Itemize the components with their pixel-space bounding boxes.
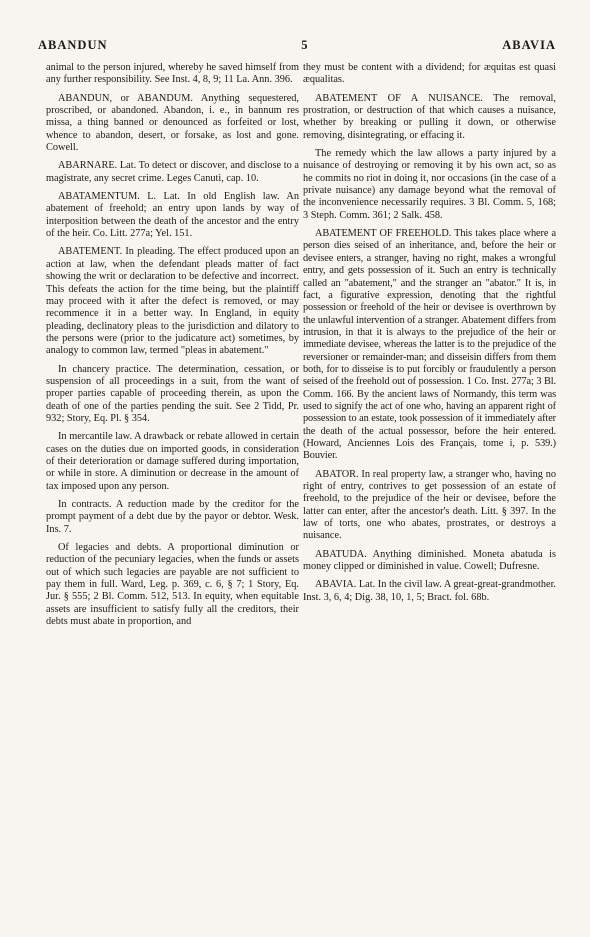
entry-abarnare: ABARNARE. Lat. To detect or discover, and disclose to a magistrate, any secret crime. Leges Canuti, cap. 10. bbox=[46, 160, 299, 184]
entry-abatement-contracts: In contracts. A reduction made by the creditor for the prompt payment of a debt due by the payor or debtor. Wesk. Ins. 7. bbox=[46, 499, 299, 535]
header-right-guide-word: ABAVIA bbox=[502, 38, 556, 52]
entry-abatamentum: ABATAMENTUM. L. Lat. In old English law. An abatement of freehold; an entry upon lands by way of interposition between the death of the ancestor and the entry of the heir. Co. Litt. 277a; Yel. 151. bbox=[46, 191, 299, 240]
entry-abatement-chancery: In chancery practice. The determination, cessation, or suspension of all proceedings in a suit, from the want of proper parties capable of proceeding therein, as upon the death of one of the parties pending the suit. See 2 Tidd, Pr. 932; Story, Eq. Pl. § 354. bbox=[46, 363, 299, 424]
entry-abatement-legacies: Of legacies and debts. A proportional diminution or reduction of the pecuniary legacies, when the funds or assets out of which such legacies are payable are not sufficient to pay them in full. Ward, Leg. p. 369, c. 6, § 7; 1 Story, Eq. Jur. § 555; 2 Bl. Comm. 512, 513. In equity, when equitable assets are insufficient to satisfy fully all the creditors, their debts must abate in proportion, and bbox=[46, 542, 299, 628]
entry-abatement-mercantile: In mercantile law. A drawback or rebate allowed in certain cases on the duties due on imported goods, in consideration of their deterioration or damage suffered during importation, or while in store. A diminution or decrease in the amount of tax imposed upon any person. bbox=[46, 431, 299, 492]
entry-abandun: ABANDUN, or ABANDUM. Anything sequestered, proscribed, or abandoned. Abandon, i. e., in bannum res missa, a thing banned or denounced as forfeited or lost, whence to abandon, desert, or forsake, as lost and gone. Cowell. bbox=[46, 92, 299, 154]
right-column bbox=[303, 62, 556, 610]
entry-continuation-right: they must be content with a dividend; for æquitas est quasi æqualitas. bbox=[303, 62, 556, 86]
header-left-guide-word: ABANDUN bbox=[38, 38, 108, 52]
entry-abatement-freehold: ABATEMENT OF FREEHOLD. This takes place where a person dies seised of an inheritance, and, before the heir or devisee enters, a stranger, having no right, makes a wrongful entry, and gets possession of it. Such an entry is technically called an "abatement," and the stranger an "abator." It is, in fact, a figurative expression, denoting that the rightful possession or freehold of the heir or devisee is overthrown by the unlawful intervention of a stranger. Abatement differs from intrusion, in that it is always to the prejudice of the heir or immediate devisee, whereas the latter is to the prejudice of the reversioner or remainder-man; and disseisin differs from them both, for to disseise is to put forcibly or fraudulently a person seised of the freehold out of possession. 1 Co. Inst. 277a; 3 Bl. Comm. 166. By the ancient laws of Normandy, this term was used to signify the act of one who, having an apparent right of possession to an estate, took possession of it immediately after the death of the actual possessor, before the heir entered. (Howard, Anciennes Lois des Français, tome i, p. 539.) Bouvier. bbox=[303, 228, 556, 462]
entry-abatement-nuisance: ABATEMENT OF A NUISANCE. The removal, prostration, or destruction of that which causes a nuisance, whether by breaking or pulling it down, or otherwise removing, disintegrating, or effacing it. bbox=[303, 92, 556, 141]
entry-abatuda: ABATUDA. Anything diminished. Moneta abatuda is money clipped or diminished in value. Cowell; Dufresne. bbox=[303, 548, 556, 573]
column-divider bbox=[298, 62, 299, 912]
entry-abatement-nuisance-remedy: The remedy which the law allows a party injured by a nuisance of destroying or removing it by his own act, so as he commits no riot in doing it, nor occasions (in the case of a private nuisance) any damage beyond what the removal of the inconvenience necessarily requires. 3 Bl. Comm. 5, 168; 3 Steph. Comm. 361; 2 Salk. 458. bbox=[303, 148, 556, 221]
running-header bbox=[38, 38, 556, 53]
entry-continuation: animal to the person injured, whereby he saved himself from any further responsibility. See Inst. 4, 8, 9; 11 La. Ann. 396. bbox=[46, 62, 299, 86]
left-column bbox=[46, 62, 299, 634]
entry-abavia: ABAVIA. Lat. In the civil law. A great-great-grandmother. Inst. 3, 6, 4; Dig. 38, 10, 1, 5; Bract. fol. 68b. bbox=[303, 579, 556, 603]
entry-abatement-pleading: ABATEMENT. In pleading. The effect produced upon an action at law, when the defendant pleads matter of fact showing the writ or declaration to be defective and incorrect. This defeats the action for the time being, but the plaintiff may proceed with it after the defect is removed, or may recommence it in a better way. In England, in equity pleading, declinatory pleas to the jurisdiction and dilatory to the persons were (prior to the judicature act) sometimes, by analogy to common law, termed "pleas in abatement." bbox=[46, 246, 299, 357]
page-number: 5 bbox=[301, 38, 309, 52]
entry-abator: ABATOR. In real property law, a stranger who, having no right of entry, contrives to get possession of an estate of freehold, to the prejudice of the heir or devisee, before the latter can enter, after the ancestor's death. Litt. § 397. In the law of torts, one who abates, prostrates, or destroys a nuisance. bbox=[303, 468, 556, 542]
